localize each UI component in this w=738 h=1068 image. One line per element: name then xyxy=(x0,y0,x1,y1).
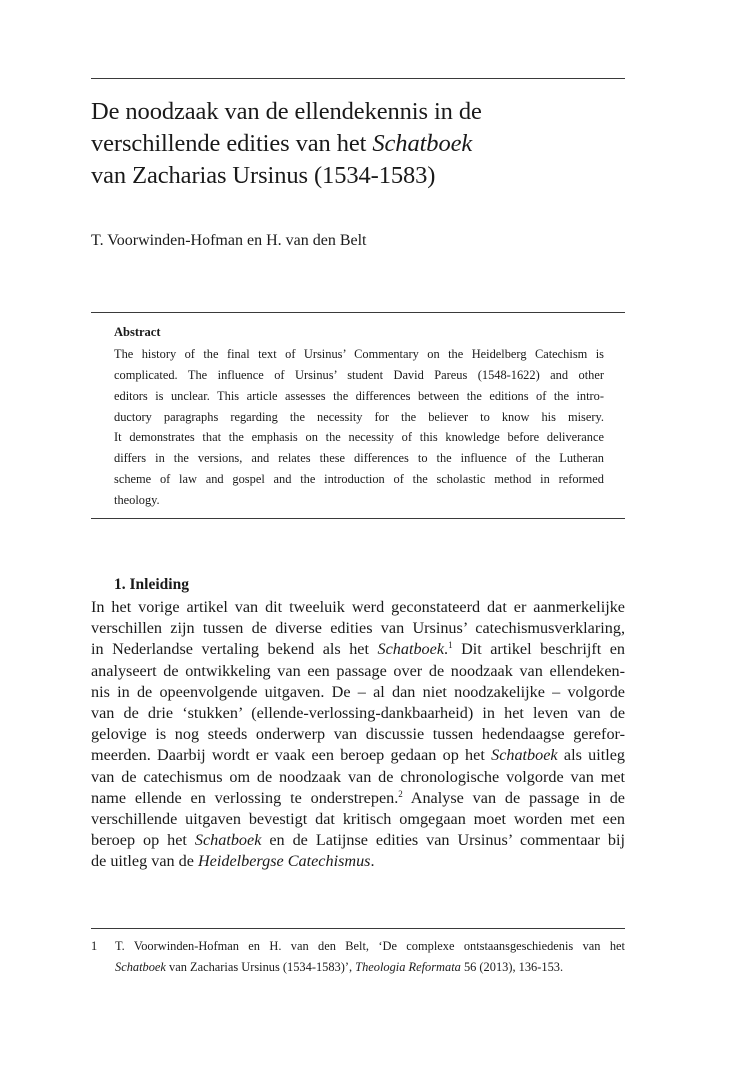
footnote-italic: Theologia Reformata xyxy=(355,960,461,974)
abstract xyxy=(114,324,604,511)
body-line: verschillen zijn tussen de diverse edities van Ursinus’ catechismusverklaring, xyxy=(91,619,625,638)
abstract-line: editors is unclear. This article assesses the differences between the editions of the intro- xyxy=(114,388,604,403)
body-text-run: name ellende en verlossing te onderstrepen. xyxy=(91,788,399,807)
body-italic: Schatboek xyxy=(194,831,262,850)
body-text-run: de uitleg van de xyxy=(91,852,198,871)
body-line: gelovige is nog steeds onderwerp van discussie tussen hedendaagse gerefor- xyxy=(91,725,625,744)
footnote-text-run: 56 (2013), 136-153. xyxy=(460,960,564,974)
abstract-body xyxy=(114,344,604,511)
body-text-run: Analyse van de passage in de xyxy=(402,788,625,807)
footnote xyxy=(91,936,625,978)
abstract-line: complicated. The influence of Ursinus’ student David Pareus (1548-1622) and other xyxy=(114,367,604,382)
abstract-line: ductory paragraphs regarding the necessity for the believer to know his misery. xyxy=(114,409,604,424)
title-text: verschillende edities van het xyxy=(91,130,373,157)
footnote-italic: Schatboek xyxy=(115,960,166,974)
body-line xyxy=(91,788,625,809)
title-italic: Schatboek xyxy=(372,130,473,157)
body-line xyxy=(91,830,625,851)
body-italic: Heidelbergse Catechismus xyxy=(197,852,371,871)
body-text-run: Dit artikel beschrijft en xyxy=(452,640,625,659)
body-italic: Schatboek xyxy=(377,640,445,659)
body-text-run: als uitleg xyxy=(557,746,625,765)
body-text-run: meerden. Daarbij wordt er vaak een beroep gedaan op het xyxy=(91,746,492,765)
section-heading: 1. Inleiding xyxy=(114,576,189,593)
abstract-line: differs in the versions, and relates these differences to the influence of the Lutheran xyxy=(114,451,604,466)
body-line: de uitleg van de Heidelbergse Catechismus. xyxy=(91,852,375,871)
abstract-line: scheme of law and gospel and the introduction of the scholastic method in reformed xyxy=(114,472,604,487)
footnote-line xyxy=(115,957,625,978)
body-line: van de drie ‘stukken’ (ellende-verlossing-dankbaarheid) in het leven van de xyxy=(91,704,625,723)
footnote-text-run: van Zacharias Ursinus (1534-1583)’, xyxy=(165,960,356,974)
body-line: van de catechismus om de noodzaak van de chronologische volgorde van met xyxy=(91,767,625,786)
abstract-line: The history of the final text of Ursinus’ Commentary on the Heidelberg Catechism is xyxy=(114,347,604,361)
authors: T. Voorwinden-Hofman en H. van den Belt xyxy=(91,232,367,249)
footnote-ref: 2 xyxy=(398,788,403,799)
body-text-run: beroep op het xyxy=(91,831,195,850)
abstract-line: It demonstrates that the emphasis on the necessity of this knowledge before deliverance xyxy=(114,430,604,445)
body-line: in Nederlandse vertaling bekend als het Schatboek.$^1$ Dit artikel beschrijft en xyxy=(91,640,625,659)
footnote-number: 1 xyxy=(91,939,98,953)
footnote-ref: 1 xyxy=(448,640,453,651)
body-text-run: en de Latijnse edities van Ursinus’ commentaar bij xyxy=(261,831,625,850)
title-line: van Zacharias Ursinus (1534-1583) xyxy=(91,162,436,189)
article-title xyxy=(91,96,631,192)
title-line: De noodzaak van de ellendekennis in de xyxy=(91,98,482,125)
body-italic: Schatboek xyxy=(491,746,558,765)
body-line xyxy=(91,745,625,766)
body-line: analyseert de ontwikkeling van een passage over de noodzaak van ellendeken- xyxy=(91,661,625,680)
body-line: In het vorige artikel van dit tweeluik werd geconstateerd dat er aanmerkelijke xyxy=(91,598,625,616)
footnote-rule xyxy=(91,928,625,929)
footnote-line: T. Voorwinden-Hofman en H. van den Belt, ‘De complexe ontstaansgeschiedenis van het xyxy=(115,939,625,953)
abstract-line: theology. xyxy=(114,492,160,507)
body-line: nis in de opeenvolgende uitgaven. De – al dan niet noodzakelijke – volgorde xyxy=(91,682,625,701)
top-rule xyxy=(91,78,625,79)
footnote-text xyxy=(115,936,625,978)
abstract-bottom-rule xyxy=(91,518,625,519)
body-line: verschillende uitgaven bevestigt dat kritisch omgegaan moet worden met een xyxy=(91,810,625,829)
body-text-run: in Nederlandse vertaling bekend als het xyxy=(91,640,378,659)
abstract-top-rule xyxy=(91,312,625,313)
abstract-heading: Abstract xyxy=(114,325,161,339)
title-line xyxy=(91,128,631,160)
body-paragraph xyxy=(91,597,625,873)
